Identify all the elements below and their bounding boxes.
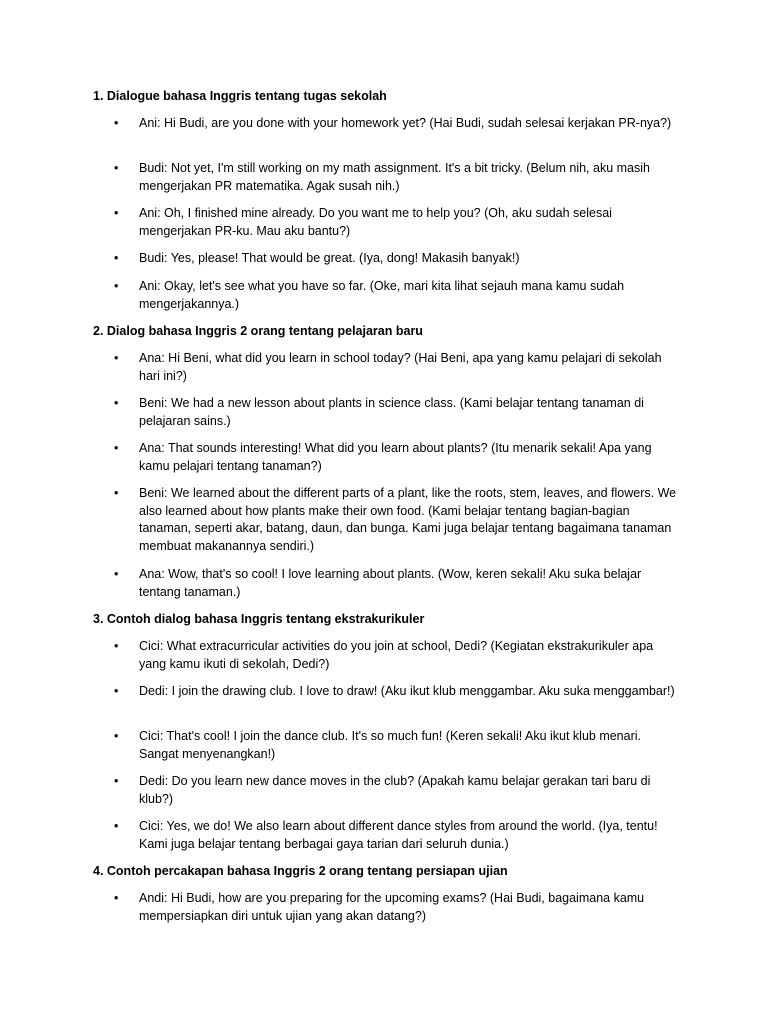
bullet-icon: • bbox=[114, 161, 119, 175]
dialogue-line: Ana: That sounds interesting! What did you learn about plants? (Itu menarik sekali! Apa yang kamu pelajari tentang tanaman?) bbox=[139, 441, 652, 473]
bullet-icon: • bbox=[114, 486, 119, 500]
bullet-icon: • bbox=[114, 116, 119, 130]
bullet-icon: • bbox=[114, 567, 119, 581]
dialogue-line: Budi: Not yet, I'm still working on my math assignment. It's a bit tricky. (Belum nih, aku masih mengerjakan PR matematika. Agak susah nih.) bbox=[139, 161, 650, 193]
dialogue-line: Cici: That's cool! I join the dance club. It's so much fun! (Keren sekali! Aku ikut klub menari. Sangat menyenangkan!) bbox=[139, 729, 642, 761]
section-4-heading: 4. Contoh percakapan bahasa Inggris 2 orang tentang persiapan ujian bbox=[93, 864, 508, 878]
bullet-icon: • bbox=[114, 441, 119, 455]
dialogue-line: Beni: We had a new lesson about plants in science class. (Kami belajar tentang tanaman di pelajaran sains.) bbox=[139, 396, 644, 428]
bullet-icon: • bbox=[114, 206, 119, 220]
dialogue-line: Ana: Hi Beni, what did you learn in school today? (Hai Beni, apa yang kamu pelajari di sekolah hari ini?) bbox=[139, 351, 662, 383]
bullet-icon: • bbox=[114, 639, 119, 653]
dialogue-line: Budi: Yes, please! That would be great. (Iya, dong! Makasih banyak!) bbox=[139, 251, 520, 265]
bullet-icon: • bbox=[114, 891, 119, 905]
dialogue-line: Ani: Oh, I finished mine already. Do you want me to help you? (Oh, aku sudah selesai mengerjakan PR-ku. Mau aku bantu?) bbox=[139, 206, 612, 238]
dialogue-line: Cici: Yes, we do! We also learn about different dance styles from around the world. (Iya, tentu! Kami juga belajar tentang berbagai gaya tarian dari seluruh dunia.) bbox=[139, 819, 658, 851]
dialogue-line: Dedi: Do you learn new dance moves in the club? (Apakah kamu belajar gerakan tari baru di klub?) bbox=[139, 774, 651, 806]
dialogue-line: Dedi: I join the drawing club. I love to draw! (Aku ikut klub menggambar. Aku suka menggambar!) bbox=[139, 684, 675, 698]
bullet-icon: • bbox=[114, 819, 119, 833]
section-1-heading: 1. Dialogue bahasa Inggris tentang tugas sekolah bbox=[93, 89, 387, 103]
bullet-icon: • bbox=[114, 396, 119, 410]
bullet-icon: • bbox=[114, 251, 119, 265]
dialogue-line: Ani: Hi Budi, are you done with your homework yet? (Hai Budi, sudah selesai kerjakan PR-nya?) bbox=[139, 116, 672, 130]
section-2-heading: 2. Dialog bahasa Inggris 2 orang tentang pelajaran baru bbox=[93, 324, 423, 338]
bullet-icon: • bbox=[114, 684, 119, 698]
bullet-icon: • bbox=[114, 279, 119, 293]
bullet-icon: • bbox=[114, 729, 119, 743]
dialogue-line: Cici: What extracurricular activities do you join at school, Dedi? (Kegiatan ekstrakurikuler apa yang kamu ikuti di sekolah, Dedi?) bbox=[139, 639, 654, 671]
dialogue-line: Andi: Hi Budi, how are you preparing for the upcoming exams? (Hai Budi, bagaimana kamu mempersiapkan diri untuk ujian yang akan datang?) bbox=[139, 891, 645, 923]
bullet-icon: • bbox=[114, 351, 119, 365]
bullet-icon: • bbox=[114, 774, 119, 788]
dialogue-line: Beni: We learned about the different parts of a plant, like the roots, stem, leaves, and flowers. We also learned about how plants make their own food. (Kami belajar tentang bagian-bagian tanaman, seperti akar, batang, daun, dan bunga. Kami juga belajar tentang bagaimana tanaman membuat makanannya sendiri.) bbox=[139, 486, 677, 553]
dialogue-line: Ani: Okay, let's see what you have so far. (Oke, mari kita lihat sejauh mana kamu sudah mengerjakannya.) bbox=[139, 279, 625, 311]
dialogue-line: Ana: Wow, that's so cool! I love learning about plants. (Wow, keren sekali! Aku suka belajar tentang tanaman.) bbox=[139, 567, 642, 599]
section-3-heading: 3. Contoh dialog bahasa Inggris tentang ekstrakurikuler bbox=[93, 612, 425, 626]
